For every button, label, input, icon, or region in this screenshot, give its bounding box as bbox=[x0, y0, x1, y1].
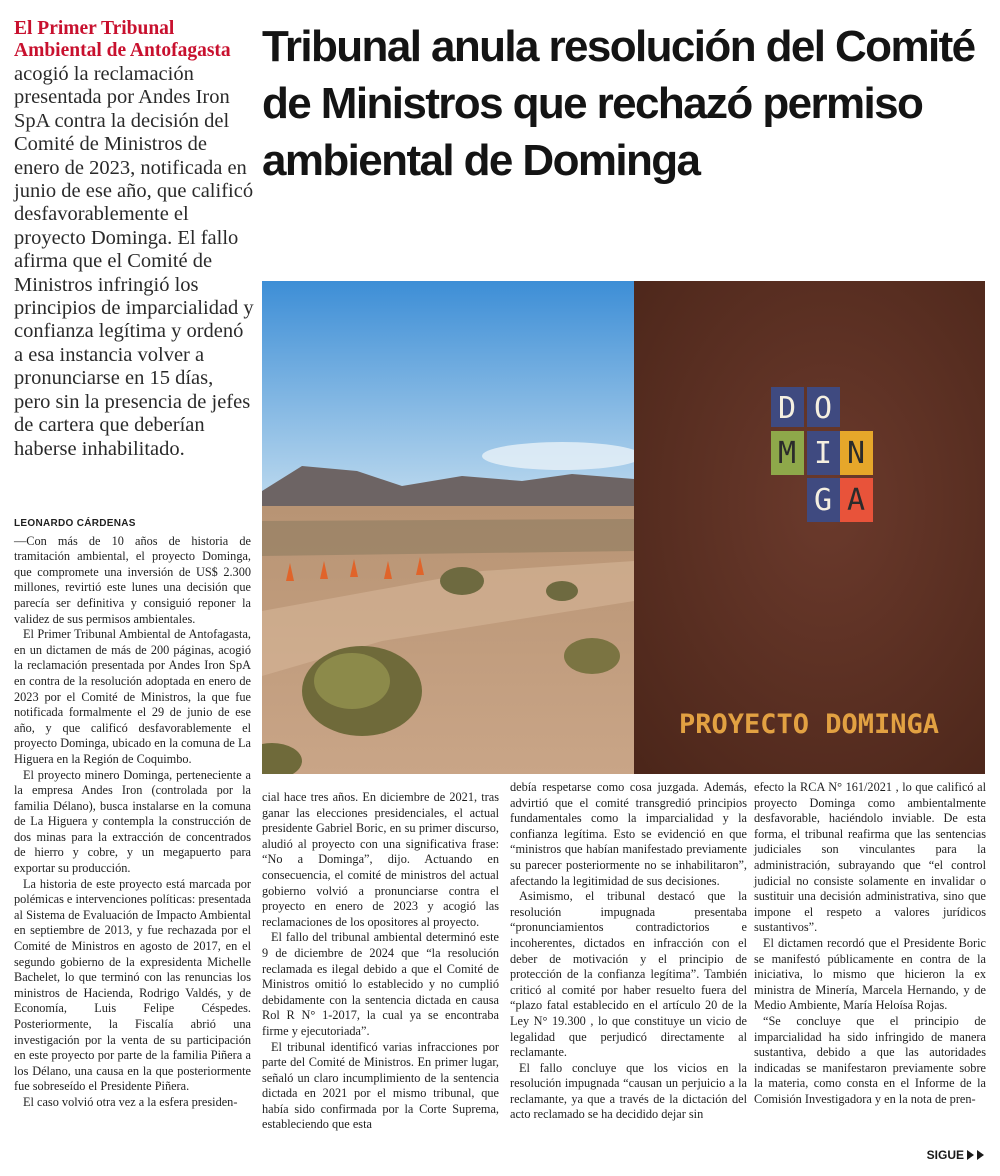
article-column-2 bbox=[262, 790, 499, 1133]
sign-text: PROYECTO DOMINGA bbox=[678, 709, 940, 740]
paragraph: efecto la RCA N° 161/2021 , lo que calificó al proyecto Dominga como ambientalmente desfavorable, haciéndolo inviable. De esta forma, el tribunal reafirma que las sentencias judiciales son vinculantes para la administración, subrayando que “el control judicial no consiste solamente en invalidar o sustituir una decisión administrativa, sino que impone el respeto a valores jurídicos sustantivos”. bbox=[754, 780, 986, 935]
paragraph: El fallo concluye que los vicios en la resolución impugnada “causan un perjuicio a la reclamante, ya que a través de la dictación del acto reclamado se ha decidido dejar sin bbox=[510, 1060, 747, 1122]
paragraph: El caso volvió otra vez a la esfera presiden- bbox=[23, 1094, 238, 1109]
arrow-right-icon bbox=[977, 1150, 984, 1160]
headline: Tribunal anula resolución del Comité de Ministros que rechazó permiso ambiental de Dominga bbox=[262, 22, 975, 185]
continue-label: SIGUE bbox=[926, 1148, 964, 1162]
logo-letter-g: G bbox=[813, 483, 833, 518]
paragraph: La historia de este proyecto está marcada por polémicas e intervenciones políticas: presentada al Sistema de Evaluación de Impacto Ambiental en septiembre de 2013, y fue rechazada por el Comité de Ministros en agosto de 2017, en el segundo gobierno de la expresidenta Michelle Bachelet, lo que terminó con las renuncias los ministros de Hacienda, Rodrigo Valdés, y de Economía, Luis Felipe Céspedes. Posteriormente, la Fiscalía abrió una investigación por la venta de su participación en este proyecto por parte de la familia Piñera a los Délano, una causa en la que posteriormente fue sobreseído el Presidente Piñera. bbox=[14, 876, 251, 1094]
paragraph: “Se concluye que el principio de imparcialidad ha sido infringido de manera sustantiva, debido a que las autoridades indicadas se manifestaron previamente sobre la materia, como consta en el Informe de la Comisión Investigadora y en la nota de pren- bbox=[754, 1013, 986, 1106]
logo-letter-a: A bbox=[846, 483, 866, 518]
paragraph: El tribunal identificó varias infracciones por parte del Comité de Ministros. En primer lugar, señaló un claro incumplimiento de la sentencia dictada en 2021 por el mismo tribunal, que había sido confirmada por la Corte Suprema, estableciendo que esta bbox=[262, 1039, 499, 1132]
article-photo bbox=[262, 281, 985, 774]
paragraph: El proyecto minero Dominga, perteneciente a la empresa Andes Iron (controlada por la familia Délano), busca instalarse en la comuna de La Higuera y contempla la construcción de dos minas para la extracción de concentrados de hierro y cobre, y un megapuerto para exportar su producción. bbox=[14, 767, 251, 876]
paragraph: cial hace tres años. En diciembre de 2021, tras ganar las elecciones presidenciales, el actual presidente Gabriel Boric, en su primer discurso, aludió al proyecto con una significativa frase: “No a Dominga”, dijo. Actuando en consecuencia, el comité de ministros del actual gobierno volvió a pronunciarse contra el proyecto en enero de 2023 y acogió las reclamaciones de los opositores al proyecto. bbox=[262, 790, 499, 929]
logo-letter-m: M bbox=[777, 436, 797, 471]
continue-marker bbox=[927, 1148, 984, 1162]
paragraph: debía respetarse como cosa juzgada. Además, advirtió que el comité transgredió principios fundamentales como la imparcialidad y la confianza legítima. Esto se evidenció en que “ministros que habían manifestado previamente su parecer posteriormente no se inhabilitaron”, afectando la legitimidad de sus decisiones. bbox=[510, 780, 747, 888]
paragraph: El Primer Tribunal Ambiental de Antofagasta, en un dictamen de más de 200 páginas, acogió la reclamación presentada por Andes Iron SpA en contra de la resolución adoptada en enero de 2023 por el Comité de Ministros, la que fue notificada formalmente el 29 de junio de ese año, y que calificó desfavorablemente el proyecto Dominga, ubicado en la comuna de La Higuera en la Región de Coquimbo. bbox=[14, 627, 251, 766]
logo-letter-d: D bbox=[777, 391, 797, 426]
arrow-right-icon bbox=[967, 1150, 974, 1160]
lead-kicker: El Primer Tribunal Ambiental de Antofagasta bbox=[14, 18, 231, 61]
lead-summary: acogió la reclamación presentada por Andes Iron SpA contra la decisión del Comité de Ministros de enero de 2023, notificada en junio de ese año, que calificó desfavorablemente el proyecto Dominga. El fallo afirma que el Comité de Ministros infringió los principios de imparcialidad y confianza legítima y ordenó a esa instancia volver a pronunciarse en 15 días, pero sin la presencia de jefes de cartera que deberían haberse inhabilitado. bbox=[14, 63, 254, 460]
logo-letter-o: O bbox=[813, 391, 833, 426]
paragraph: El dictamen recordó que el Presidente Boric se manifestó públicamente en contra de la iniciativa, lo mismo que hicieron la ex ministra de Minería, Marcela Hernando, y de Medio Ambiente, María Heloísa Rojas. bbox=[754, 935, 986, 1013]
paragraph: Asimismo, el tribunal destacó que la resolución impugnada presentaba “pronunciamientos contradictorios e incoherentes, dictados en infracción con el deber de motivación y el principio de protección de la confianza legítima”. También criticó al comité por haber resuelto fuera del “plazo fatal establecido en el artículo 20 de la Ley N° 19.300 , lo que constituye un vicio de legalidad que perjudicó directamente al reclamante. bbox=[510, 889, 747, 1060]
paragraph: El fallo del tribunal ambiental determinó este 9 de diciembre de 2024 que “la resolución reclamada es ilegal debido a que el Comité de Ministros omitió lo establecido y no cumplió debidamente con la sentencia dictada en causa Rol R N° 1-2017, la cual ya se encontraba firme y ejecutoriada”. bbox=[262, 930, 499, 1038]
paragraph: —Con más de 10 años de historia de tramitación ambiental, el proyecto Dominga, que compromete una inversión de US$ 2.300 millones, revirtió este lunes una decisión que parecía ser definitiva y consiguió reponer la validez de sus permisos ambientales. bbox=[14, 533, 251, 626]
article-column-4 bbox=[754, 780, 986, 1107]
logo-letter-n: N bbox=[846, 436, 866, 471]
logo-letter-i: I bbox=[813, 436, 833, 471]
article-column-1 bbox=[14, 516, 251, 1111]
article-column-3 bbox=[510, 780, 747, 1123]
byline: LEONARDO CÁRDENAS bbox=[14, 518, 136, 529]
